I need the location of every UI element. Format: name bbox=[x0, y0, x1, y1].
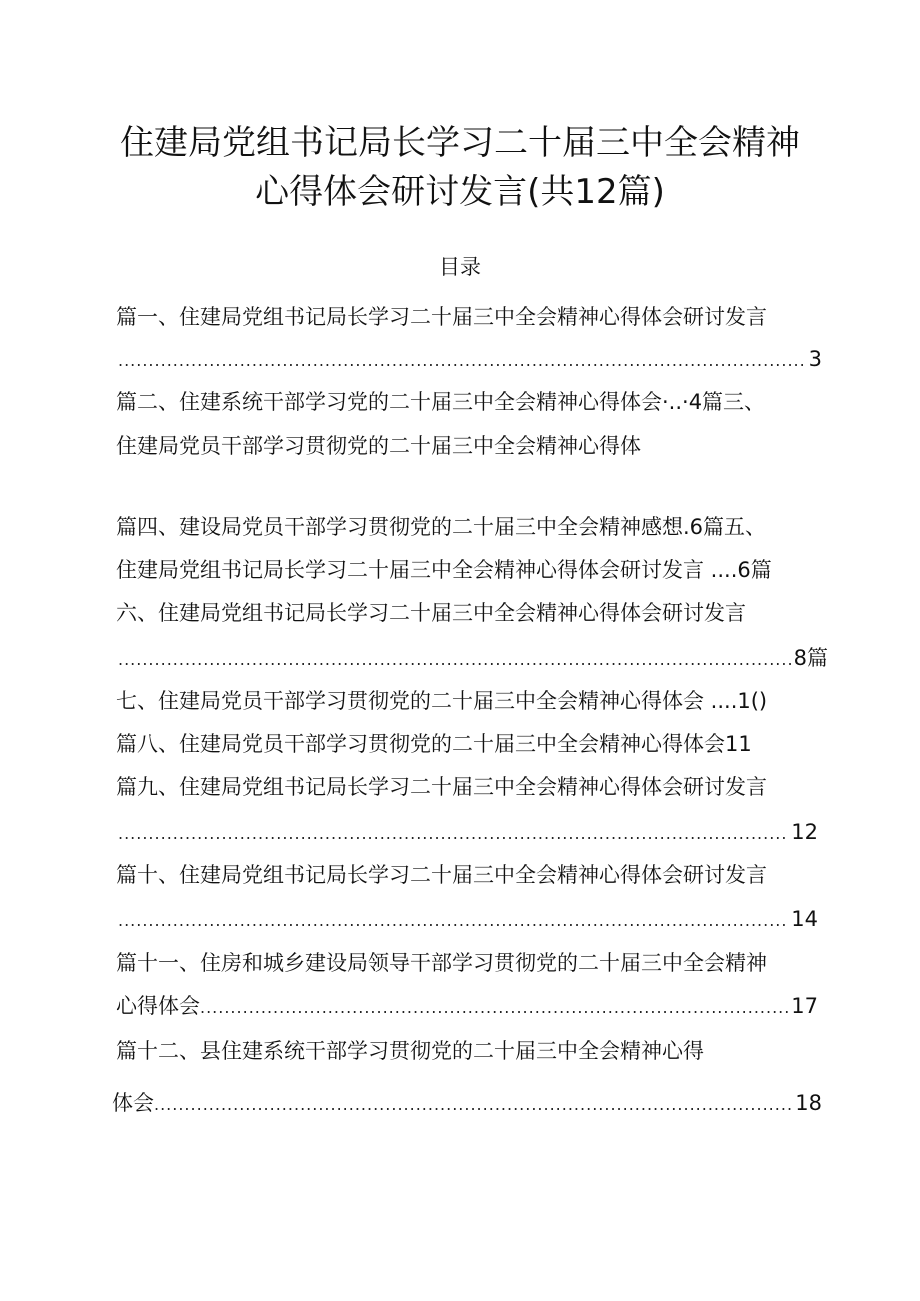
toc-entry-3-title[interactable]: 住建局党员干部学习贯彻党的二十届三中全会精神心得体 bbox=[116, 434, 641, 458]
toc-entry-9-leader[interactable] bbox=[118, 817, 818, 847]
toc-entry-5-title[interactable]: 住建局党组书记局长学习二十届三中全会精神心得体会研讨发言 ....6篇 bbox=[116, 558, 772, 582]
toc-page-number: 12 bbox=[791, 820, 818, 844]
toc-entry-11-title[interactable]: 篇十一、住房和城乡建设局领导干部学习贯彻党的二十届三中全会精神 bbox=[116, 951, 767, 975]
dot-leader bbox=[200, 993, 789, 1021]
toc-entry-12-leader[interactable] bbox=[112, 1088, 822, 1118]
toc-page-number: 18 bbox=[795, 1091, 822, 1115]
toc-entry-2-title[interactable]: 篇二、住建系统干部学习党的二十届三中全会精神心得体会·..·4篇三、 bbox=[116, 390, 766, 414]
toc-page-number: 3 bbox=[808, 347, 822, 371]
toc-entry-6-title[interactable]: 六、住建局党组书记局长学习二十届三中全会精神心得体会研讨发言 bbox=[116, 601, 746, 625]
document-title-line-2: 心得体会研讨发言(共12篇) bbox=[255, 172, 665, 212]
toc-entry-10-leader[interactable] bbox=[118, 904, 818, 934]
toc-page-number: 14 bbox=[791, 907, 818, 931]
toc-heading: 目录 bbox=[439, 255, 481, 279]
toc-entry-10-title[interactable]: 篇十、住建局党组书记局长学习二十届三中全会精神心得体会研讨发言 bbox=[116, 863, 767, 887]
toc-entry-6-leader[interactable] bbox=[118, 643, 828, 673]
toc-entry-11-title-continued: 心得体会 bbox=[116, 994, 200, 1018]
toc-entry-11-leader[interactable] bbox=[116, 991, 818, 1021]
toc-entry-4-title[interactable]: 篇四、建设局党员干部学习贯彻党的二十届三中全会精神感想.6篇五、 bbox=[116, 515, 767, 539]
toc-page-number: 8篇 bbox=[793, 646, 828, 670]
dot-leader bbox=[118, 645, 792, 673]
toc-entry-1-title[interactable]: 篇一、住建局党组书记局长学习二十届三中全会精神心得体会研讨发言 bbox=[116, 305, 767, 329]
dot-leader bbox=[118, 906, 789, 934]
toc-entry-12-title-continued: 体会 bbox=[112, 1091, 154, 1115]
toc-entry-8-title[interactable]: 篇八、住建局党员干部学习贯彻党的二十届三中全会精神心得体会11 bbox=[116, 732, 752, 756]
document-title-line-1: 住建局党组书记局长学习二十届三中全会精神 bbox=[120, 123, 800, 163]
toc-entry-7-title[interactable]: 七、住建局党员干部学习贯彻党的二十届三中全会精神心得体会 ....1() bbox=[116, 689, 768, 713]
dot-leader bbox=[154, 1090, 793, 1118]
toc-page-number: 17 bbox=[791, 994, 818, 1018]
toc-entry-1-leader[interactable] bbox=[118, 344, 822, 374]
toc-entry-9-title[interactable]: 篇九、住建局党组书记局长学习二十届三中全会精神心得体会研讨发言 bbox=[116, 775, 767, 799]
dot-leader bbox=[118, 346, 807, 374]
dot-leader bbox=[118, 819, 789, 847]
toc-entry-12-title[interactable]: 篇十二、县住建系统干部学习贯彻党的二十届三中全会精神心得 bbox=[116, 1039, 704, 1063]
